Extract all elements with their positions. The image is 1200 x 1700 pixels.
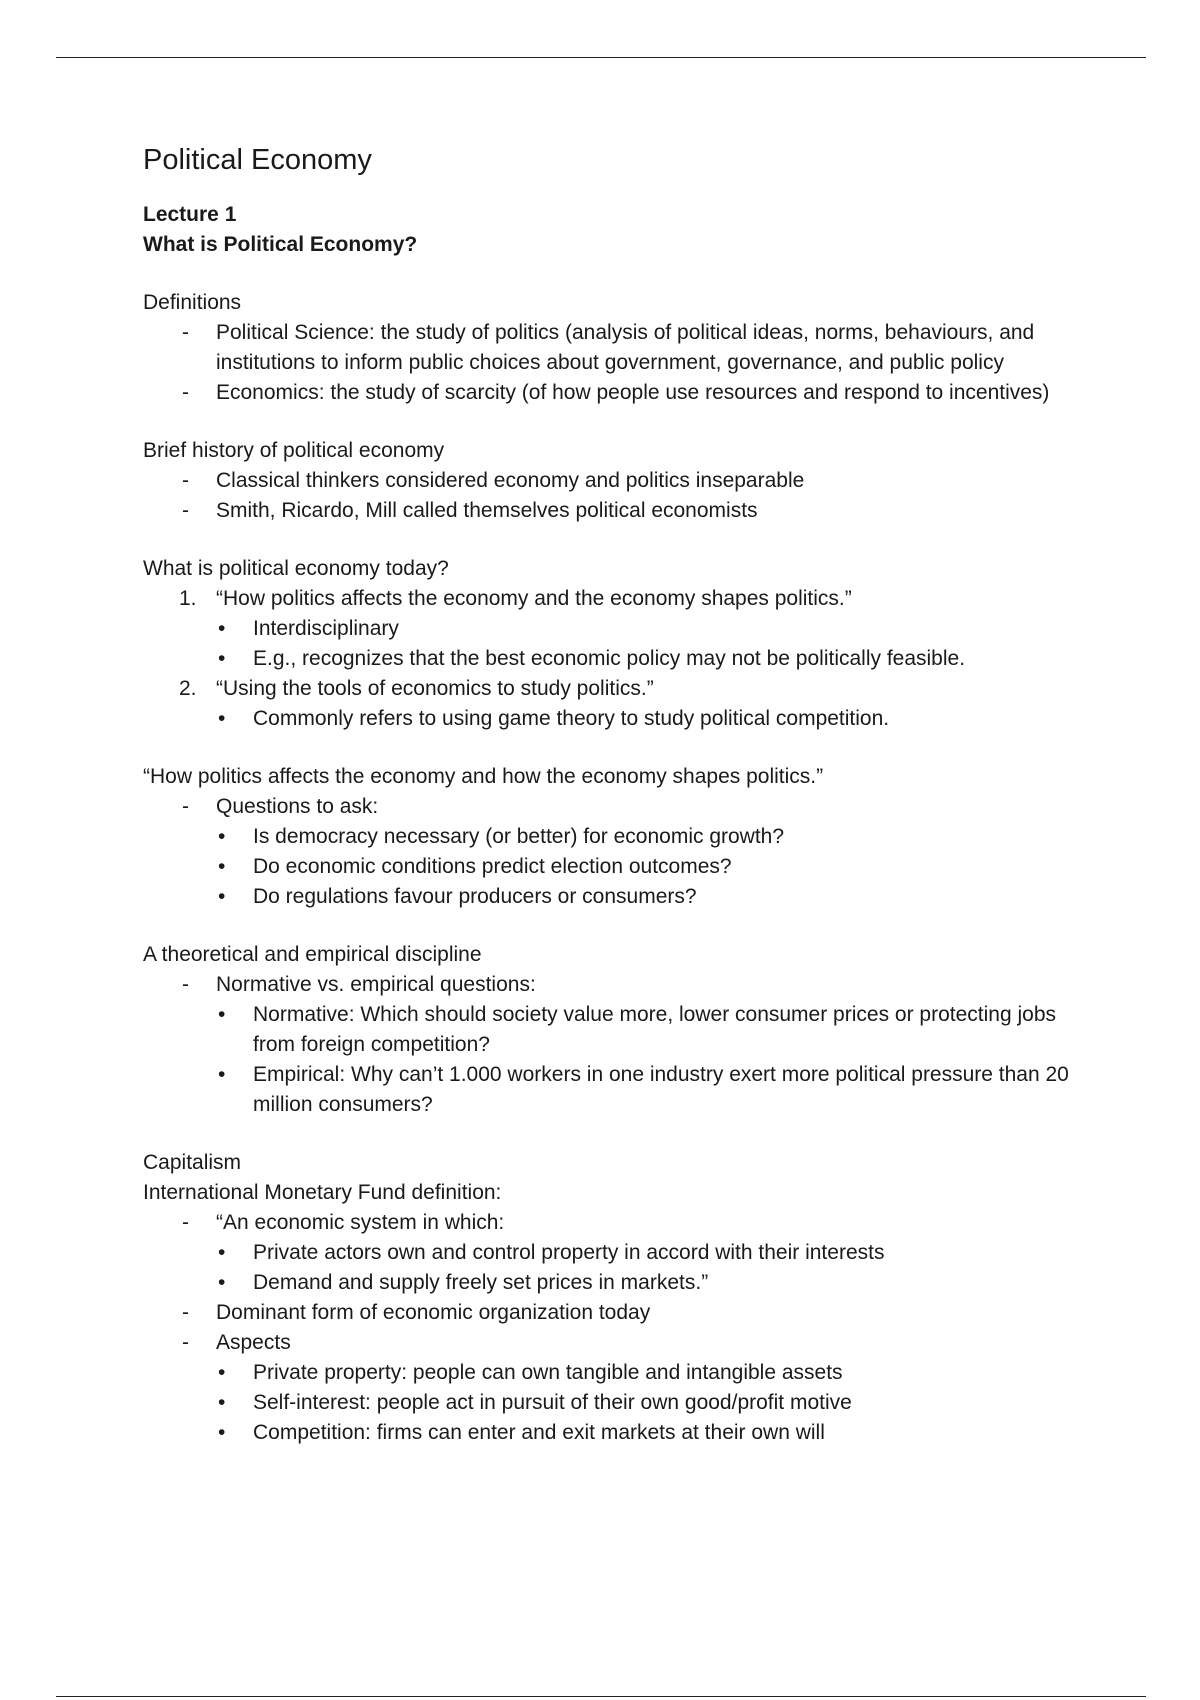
list-item-text: Demand and supply freely set prices in markets.” <box>253 1271 709 1294</box>
numbered-item <box>143 584 1083 614</box>
list-item-text: E.g., recognizes that the best economic policy may not be politically feasible. <box>253 647 966 670</box>
sub-list-item <box>143 1268 1083 1298</box>
dash-marker: - <box>182 469 189 492</box>
list-item-text: Competition: firms can enter and exit markets at their own will <box>253 1421 825 1444</box>
sub-list-item <box>143 614 1083 644</box>
list-item-text: Private property: people can own tangible and intangible assets <box>253 1361 843 1384</box>
dash-marker: - <box>182 1211 189 1234</box>
list-item-text: “How politics affects the economy and the economy shapes politics.” <box>216 587 852 610</box>
list-item-text: Commonly refers to using game theory to study political competition. <box>253 707 890 730</box>
list-item-text: Aspects <box>216 1331 291 1354</box>
bullet-marker: • <box>218 1003 226 1026</box>
dash-marker: - <box>182 499 189 522</box>
list-item-text: Political Science: the study of politics (analysis of political ideas, norms, behaviours, and institutions to inform public choices about government, governance, and public policy <box>216 321 1035 374</box>
bottom-rule <box>56 1696 1146 1697</box>
list-item-text: Smith, Ricardo, Mill called themselves political economists <box>216 499 758 522</box>
list-item <box>143 466 1083 496</box>
dash-marker: - <box>182 321 189 344</box>
sub-list-item <box>143 822 1083 852</box>
bullet-marker: • <box>218 855 226 878</box>
list-item-text: Empirical: Why can’t 1.000 workers in one industry exert more political pressure than 20 million consumers? <box>253 1063 1069 1116</box>
bullet-marker: • <box>218 1063 226 1086</box>
list-item <box>143 792 1083 822</box>
section-heading: Brief history of political economy <box>143 439 445 462</box>
list-item-text: Is democracy necessary (or better) for economic growth? <box>253 825 785 848</box>
bullet-marker: • <box>218 1361 226 1384</box>
bullet-marker: • <box>218 707 226 730</box>
number-marker: 2. <box>179 677 197 700</box>
sub-list-item <box>143 1238 1083 1268</box>
dash-marker: - <box>182 381 189 404</box>
dash-marker: - <box>182 1331 189 1354</box>
list-item <box>143 970 1083 1000</box>
sub-list-item <box>143 1418 1083 1448</box>
dash-marker: - <box>182 973 189 996</box>
document-body <box>143 142 1083 1448</box>
section-heading: “How politics affects the economy and how the economy shapes politics.” <box>143 765 824 788</box>
list-item <box>143 496 1083 526</box>
sub-list-item <box>143 704 1083 734</box>
list-item-text: Classical thinkers considered economy and politics inseparable <box>216 469 805 492</box>
numbered-item <box>143 674 1083 704</box>
page-title: Political Economy <box>143 144 372 176</box>
list-item-text: Questions to ask: <box>216 795 379 818</box>
list-item-text: Normative vs. empirical questions: <box>216 973 536 996</box>
list-item-text: Do economic conditions predict election outcomes? <box>253 855 732 878</box>
sub-list-item <box>143 644 1083 674</box>
bullet-marker: • <box>218 1271 226 1294</box>
top-rule <box>56 57 1146 58</box>
list-item <box>143 378 1083 408</box>
list-item <box>143 1208 1083 1238</box>
list-item-text: Private actors own and control property in accord with their interests <box>253 1241 885 1264</box>
list-item-text: Self-interest: people act in pursuit of their own good/profit motive <box>253 1391 852 1414</box>
sub-list-item <box>143 882 1083 912</box>
bullet-marker: • <box>218 825 226 848</box>
section-heading: Capitalism <box>143 1151 242 1174</box>
bullet-marker: • <box>218 885 226 908</box>
list-item-text: Dominant form of economic organization today <box>216 1301 651 1324</box>
list-item-text: “An economic system in which: <box>216 1211 505 1234</box>
sub-list-item <box>143 1000 1083 1060</box>
list-item-text: Interdisciplinary <box>253 617 399 640</box>
bullet-marker: • <box>218 647 226 670</box>
list-item <box>143 1298 1083 1328</box>
sub-list-item <box>143 1358 1083 1388</box>
list-item-text: Economics: the study of scarcity (of how people use resources and respond to incentives) <box>216 381 1050 404</box>
section-heading: A theoretical and empirical discipline <box>143 943 482 966</box>
dash-marker: - <box>182 795 189 818</box>
number-marker: 1. <box>179 587 197 610</box>
list-item-text: “Using the tools of economics to study politics.” <box>216 677 654 700</box>
sub-list-item <box>143 1060 1083 1120</box>
sub-list-item <box>143 1388 1083 1418</box>
lecture-label: Lecture 1 <box>143 203 237 226</box>
list-item-text: Normative: Which should society value more, lower consumer prices or protecting jobs from foreign competition? <box>253 1003 1056 1056</box>
bullet-marker: • <box>218 1421 226 1444</box>
list-item <box>143 318 1083 378</box>
bullet-marker: • <box>218 1391 226 1414</box>
section-heading: Definitions <box>143 291 242 314</box>
section-heading: What is political economy today? <box>143 557 449 580</box>
dash-marker: - <box>182 1301 189 1324</box>
list-item <box>143 1328 1083 1358</box>
list-item-text: Do regulations favour producers or consumers? <box>253 885 697 908</box>
section-subheading: International Monetary Fund definition: <box>143 1181 502 1204</box>
bullet-marker: • <box>218 617 226 640</box>
sub-list-item <box>143 852 1083 882</box>
bullet-marker: • <box>218 1241 226 1264</box>
lecture-subtitle: What is Political Economy? <box>143 233 418 256</box>
